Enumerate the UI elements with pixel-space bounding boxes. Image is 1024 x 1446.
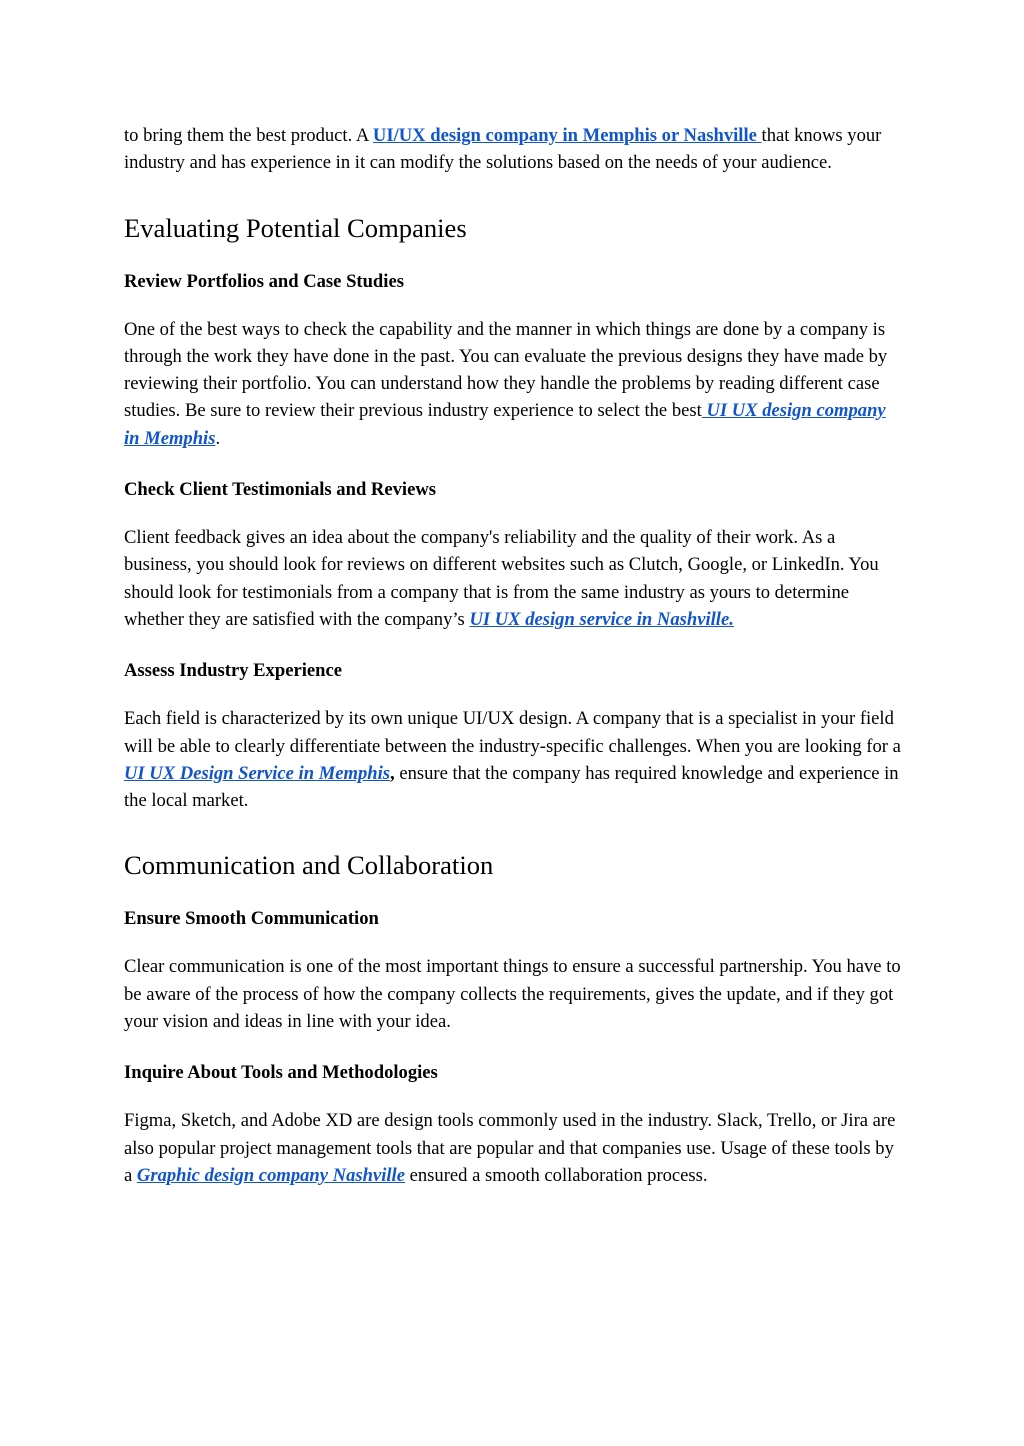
intro-text-end: that knows your industry and has experience in it can modify the solutions based on the needs of your audience. [124, 125, 882, 174]
paragraph-tools-methodologies [124, 1107, 904, 1189]
tools-text-start: Figma, Sketch, and Adobe XD are design tools commonly used in the industry. Slack, Trello, or Jira are also popular project management tools that are popular and that companies use. Usage of these tools by a [124, 1110, 896, 1186]
link-ui-ux-design-company-memphis[interactable]: UI UX design company in Memphis [124, 400, 886, 449]
link-ui-ux-design-service-memphis[interactable]: UI UX Design Service in Memphis [124, 762, 391, 784]
heading-communication-collaboration: Communication and Collaboration [124, 850, 494, 881]
tools-text-end: ensured a smooth collaboration process. [404, 1164, 708, 1186]
subheading-ensure-smooth-communication: Ensure Smooth Communication [124, 908, 379, 930]
subheading-review-portfolios: Review Portfolios and Case Studies [124, 270, 404, 292]
paragraph-industry-experience [124, 705, 904, 814]
testimonials-text: Client feedback gives an idea about the company's reliability and the quality of their work. As a business, you should look for reviews on different websites such as Clutch, Google, or LinkedIn. You should look for testimonials from a company that is from the same industry as yours to determine whether they are satisfied with the company’s [124, 527, 879, 630]
experience-text-start: Each field is characterized by its own unique UI/UX design. A company that is a specialist in your field will be able to clearly differentiate between the industry-specific challenges. When you are looking for a [124, 708, 901, 757]
link-ui-ux-memphis-nashville[interactable]: UI/UX design company in Memphis or Nashville [372, 125, 762, 146]
experience-comma: , [390, 762, 395, 784]
heading-evaluating-potential-companies: Evaluating Potential Companies [124, 212, 467, 243]
link-graphic-design-company-nashville[interactable]: Graphic design company Nashville [136, 1164, 405, 1186]
portfolios-period: . [215, 427, 221, 449]
subheading-check-client-testimonials: Check Client Testimonials and Reviews [124, 479, 436, 501]
document-page [124, 122, 904, 1189]
intro-text-start: to bring them the best product. A [124, 125, 373, 146]
subheading-assess-industry-experience: Assess Industry Experience [124, 660, 342, 682]
paragraph-smooth-communication: Clear communication is one of the most important things to ensure a successful partnership. You have to be aware of the process of how the company collects the requirements, gives the update, and if they got your vision and ideas in line with your idea. [124, 956, 901, 1033]
subheading-tools-methodologies: Inquire About Tools and Methodologies [124, 1062, 438, 1084]
paragraph-client-testimonials [124, 524, 904, 633]
portfolios-text: One of the best ways to check the capability and the manner in which things are done by a company is through the work they have done in the past. You can evaluate the previous designs they have made by reviewing their portfolio. You can understand how they handle the problems by reading different case studies. Be sure to review their previous industry experience to select the best [124, 318, 888, 422]
experience-text-end: ensure that the company has required knowledge and experience in the local market. [124, 762, 899, 812]
intro-paragraph [124, 122, 904, 177]
paragraph-review-portfolios [124, 316, 904, 452]
link-ui-ux-design-service-nashville[interactable]: UI UX design service in Nashville. [469, 608, 734, 630]
